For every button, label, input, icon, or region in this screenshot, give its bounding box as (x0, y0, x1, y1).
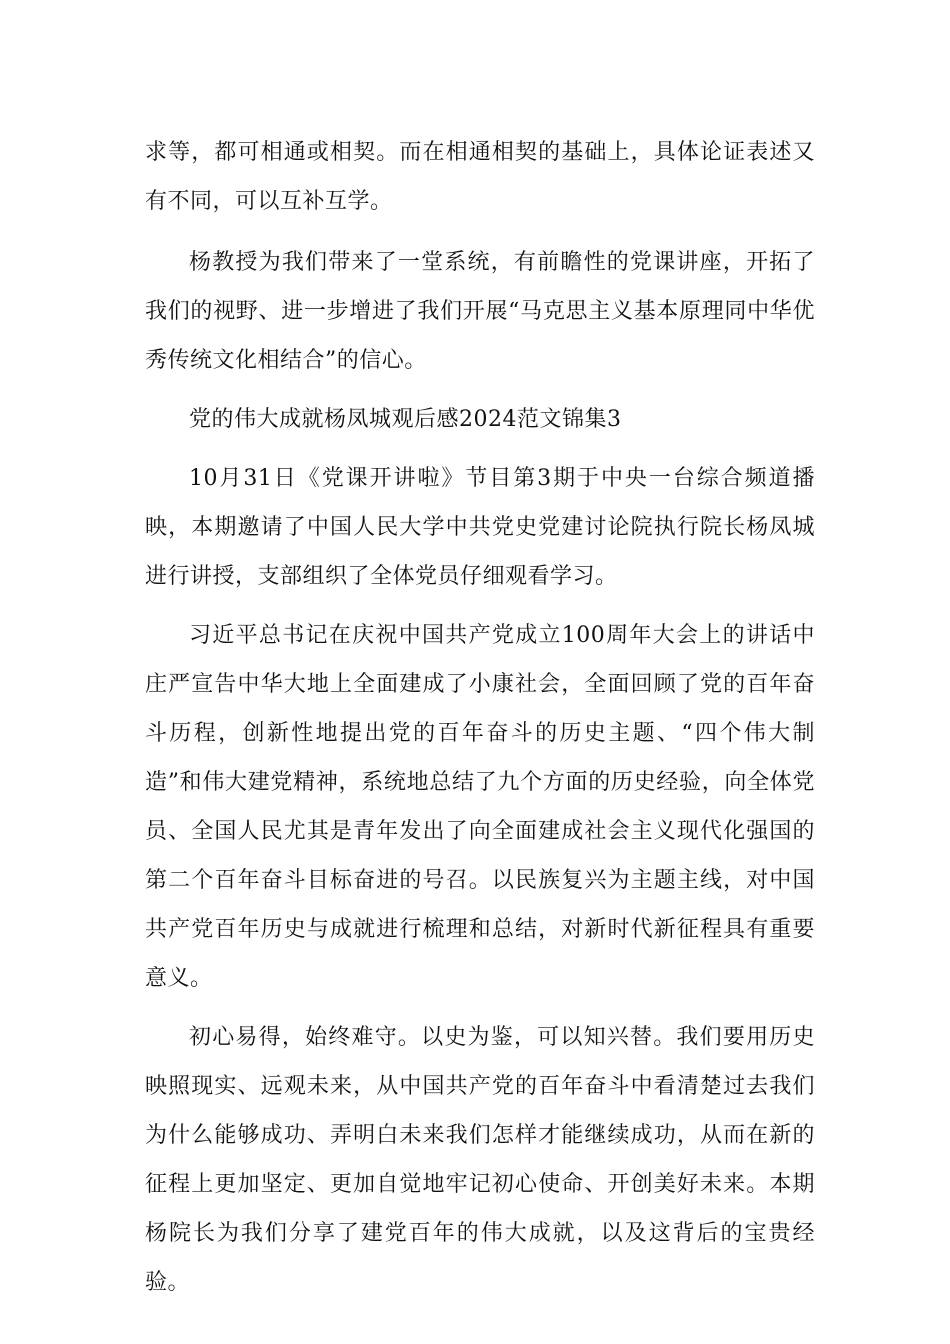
paragraph-lecture-summary: 杨教授为我们带来了一堂系统，有前瞻性的党课讲座，开拓了我们的视野、进一步增进了我们开展“马克思主义基本原理同中华优秀传统文化相结合”的信心。 (145, 250, 815, 373)
paragraph-reflection: 初心易得，始终难守。以史为鉴，可以知兴替。我们要用历史映照现实、远观未来，从中国共产党的百年奋斗中看清楚过去我们为什么能够成功、弄明白未来我们怎样才能继续成功，从而在新的征程上更加坚定、更加自觉地牢记初心使命、开创美好未来。本期杨院长为我们分享了建党百年的伟大成就，以及这背后的宝贵经验。 (145, 1025, 815, 1295)
document-body (145, 128, 815, 1307)
paragraph-speech-summary: 习近平总书记在庆祝中国共产党成立100周年大会上的讲话中庄严宣告中华大地上全面建成了小康社会，全面回顾了党的百年奋斗历程，创新性地提出党的百年奋斗的历史主题、“四个伟大制造”和伟大建党精神，系统地总结了九个方面的历史经验，向全体党员、全国人民尤其是青年发出了向全面建成社会主义现代化强国的第二个百年奋斗目标奋进的号召。以民族复兴为主题主线，对中国共产党百年历史与成就进行梳理和总结，对新时代新征程具有重要意义。 (145, 623, 815, 991)
paragraph-continuation: 求等，都可相通或相契。而在相通相契的基础上，具体论证表述又有不同，可以互补互学。 (145, 140, 815, 214)
section-heading: 党的伟大成就杨凤城观后感2024范文锦集3 (189, 407, 622, 432)
paragraph-broadcast-intro: 10月31日《党课开讲啦》节目第3期于中央一台综合频道播映，本期邀请了中国人民大学中共党史党建讨论院执行院长杨凤城进行讲授，支部组织了全体党员仔细观看学习。 (145, 466, 815, 589)
